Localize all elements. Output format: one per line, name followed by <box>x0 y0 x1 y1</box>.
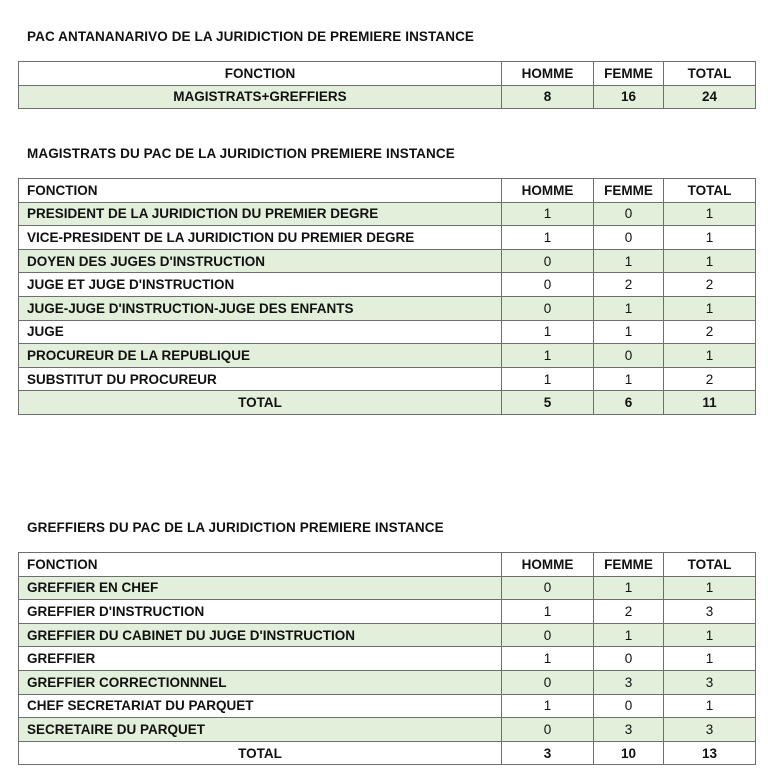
magistrats-title: MAGISTRATS DU PAC DE LA JURIDICTION PREMIERE INSTANCE <box>27 146 455 161</box>
header-homme: HOMME <box>502 179 594 203</box>
table-row <box>19 694 756 718</box>
cell-fonction: DOYEN DES JUGES D'INSTRUCTION <box>19 249 502 273</box>
cell-fonction: MAGISTRATS+GREFFIERS <box>19 85 502 109</box>
cell-femme: 16 <box>594 85 664 109</box>
table-row <box>19 202 756 226</box>
cell-homme: 0 <box>502 670 594 694</box>
total-femme: 10 <box>594 741 664 765</box>
table-row <box>19 226 756 250</box>
cell-total: 1 <box>664 202 756 226</box>
cell-femme: 1 <box>594 576 664 600</box>
total-femme: 6 <box>594 391 664 415</box>
table-row <box>19 249 756 273</box>
header-fonction: FONCTION <box>19 553 502 577</box>
cell-homme: 0 <box>502 296 594 320</box>
cell-total: 1 <box>664 226 756 250</box>
header-fonction: FONCTION <box>19 62 502 86</box>
table-row <box>19 296 756 320</box>
table-row <box>19 647 756 671</box>
cell-femme: 0 <box>594 226 664 250</box>
cell-fonction: JUGE-JUGE D'INSTRUCTION-JUGE DES ENFANTS <box>19 296 502 320</box>
cell-homme: 1 <box>502 202 594 226</box>
cell-fonction: GREFFIER CORRECTIONNNEL <box>19 670 502 694</box>
cell-total: 1 <box>664 344 756 368</box>
cell-femme: 3 <box>594 670 664 694</box>
cell-total: 3 <box>664 718 756 742</box>
cell-fonction: PRESIDENT DE LA JURIDICTION DU PREMIER DEGRE <box>19 202 502 226</box>
summary-table <box>18 61 756 109</box>
cell-total: 1 <box>664 249 756 273</box>
cell-homme: 0 <box>502 273 594 297</box>
table-header-row <box>19 179 756 203</box>
table-row <box>19 344 756 368</box>
cell-total: 3 <box>664 600 756 624</box>
cell-femme: 1 <box>594 296 664 320</box>
cell-fonction: GREFFIER EN CHEF <box>19 576 502 600</box>
summary-title: PAC ANTANANARIVO DE LA JURIDICTION DE PREMIERE INSTANCE <box>27 29 475 44</box>
cell-femme: 3 <box>594 718 664 742</box>
total-row <box>19 741 756 765</box>
header-fonction: FONCTION <box>19 179 502 203</box>
cell-femme: 2 <box>594 600 664 624</box>
cell-femme: 0 <box>594 647 664 671</box>
cell-homme: 0 <box>502 576 594 600</box>
total-homme: 5 <box>502 391 594 415</box>
cell-homme: 0 <box>502 249 594 273</box>
cell-total: 2 <box>664 320 756 344</box>
table-row <box>19 367 756 391</box>
cell-homme: 0 <box>502 623 594 647</box>
cell-femme: 1 <box>594 367 664 391</box>
cell-total: 24 <box>664 85 756 109</box>
cell-homme: 1 <box>502 647 594 671</box>
total-homme: 3 <box>502 741 594 765</box>
table-row <box>19 600 756 624</box>
cell-homme: 1 <box>502 344 594 368</box>
table-row <box>19 576 756 600</box>
cell-total: 1 <box>664 576 756 600</box>
cell-fonction: SUBSTITUT DU PROCUREUR <box>19 367 502 391</box>
total-total: 13 <box>664 741 756 765</box>
header-total: TOTAL <box>664 553 756 577</box>
cell-total: 2 <box>664 367 756 391</box>
cell-total: 1 <box>664 647 756 671</box>
total-label: TOTAL <box>19 741 502 765</box>
table-row <box>19 670 756 694</box>
cell-total: 1 <box>664 296 756 320</box>
cell-fonction: JUGE ET JUGE D'INSTRUCTION <box>19 273 502 297</box>
cell-femme: 1 <box>594 320 664 344</box>
greffiers-title: GREFFIERS DU PAC DE LA JURIDICTION PREMIERE INSTANCE <box>27 520 444 535</box>
cell-homme: 8 <box>502 85 594 109</box>
header-femme: FEMME <box>594 179 664 203</box>
header-femme: FEMME <box>594 553 664 577</box>
cell-homme: 1 <box>502 600 594 624</box>
cell-homme: 1 <box>502 367 594 391</box>
cell-femme: 1 <box>594 249 664 273</box>
table-row <box>19 85 756 109</box>
table-row <box>19 273 756 297</box>
cell-fonction: VICE-PRESIDENT DE LA JURIDICTION DU PREMIER DEGRE <box>19 226 502 250</box>
cell-femme: 0 <box>594 344 664 368</box>
cell-total: 1 <box>664 623 756 647</box>
header-homme: HOMME <box>502 553 594 577</box>
cell-homme: 1 <box>502 694 594 718</box>
total-label: TOTAL <box>19 391 502 415</box>
total-total: 11 <box>664 391 756 415</box>
header-homme: HOMME <box>502 62 594 86</box>
table-header-row <box>19 62 756 86</box>
cell-fonction: SECRETAIRE DU PARQUET <box>19 718 502 742</box>
cell-fonction: JUGE <box>19 320 502 344</box>
cell-fonction: GREFFIER D'INSTRUCTION <box>19 600 502 624</box>
table-row <box>19 623 756 647</box>
table-row <box>19 718 756 742</box>
cell-total: 3 <box>664 670 756 694</box>
cell-total: 2 <box>664 273 756 297</box>
cell-femme: 0 <box>594 694 664 718</box>
header-femme: FEMME <box>594 62 664 86</box>
magistrats-table <box>18 178 756 415</box>
total-row <box>19 391 756 415</box>
cell-homme: 1 <box>502 226 594 250</box>
cell-femme: 1 <box>594 623 664 647</box>
cell-femme: 2 <box>594 273 664 297</box>
header-total: TOTAL <box>664 179 756 203</box>
cell-fonction: GREFFIER <box>19 647 502 671</box>
cell-fonction: PROCUREUR DE LA REPUBLIQUE <box>19 344 502 368</box>
cell-homme: 0 <box>502 718 594 742</box>
cell-total: 1 <box>664 694 756 718</box>
table-header-row <box>19 553 756 577</box>
table-row <box>19 320 756 344</box>
cell-femme: 0 <box>594 202 664 226</box>
cell-homme: 1 <box>502 320 594 344</box>
cell-fonction: CHEF SECRETARIAT DU PARQUET <box>19 694 502 718</box>
greffiers-table <box>18 552 756 765</box>
header-total: TOTAL <box>664 62 756 86</box>
cell-fonction: GREFFIER DU CABINET DU JUGE D'INSTRUCTION <box>19 623 502 647</box>
